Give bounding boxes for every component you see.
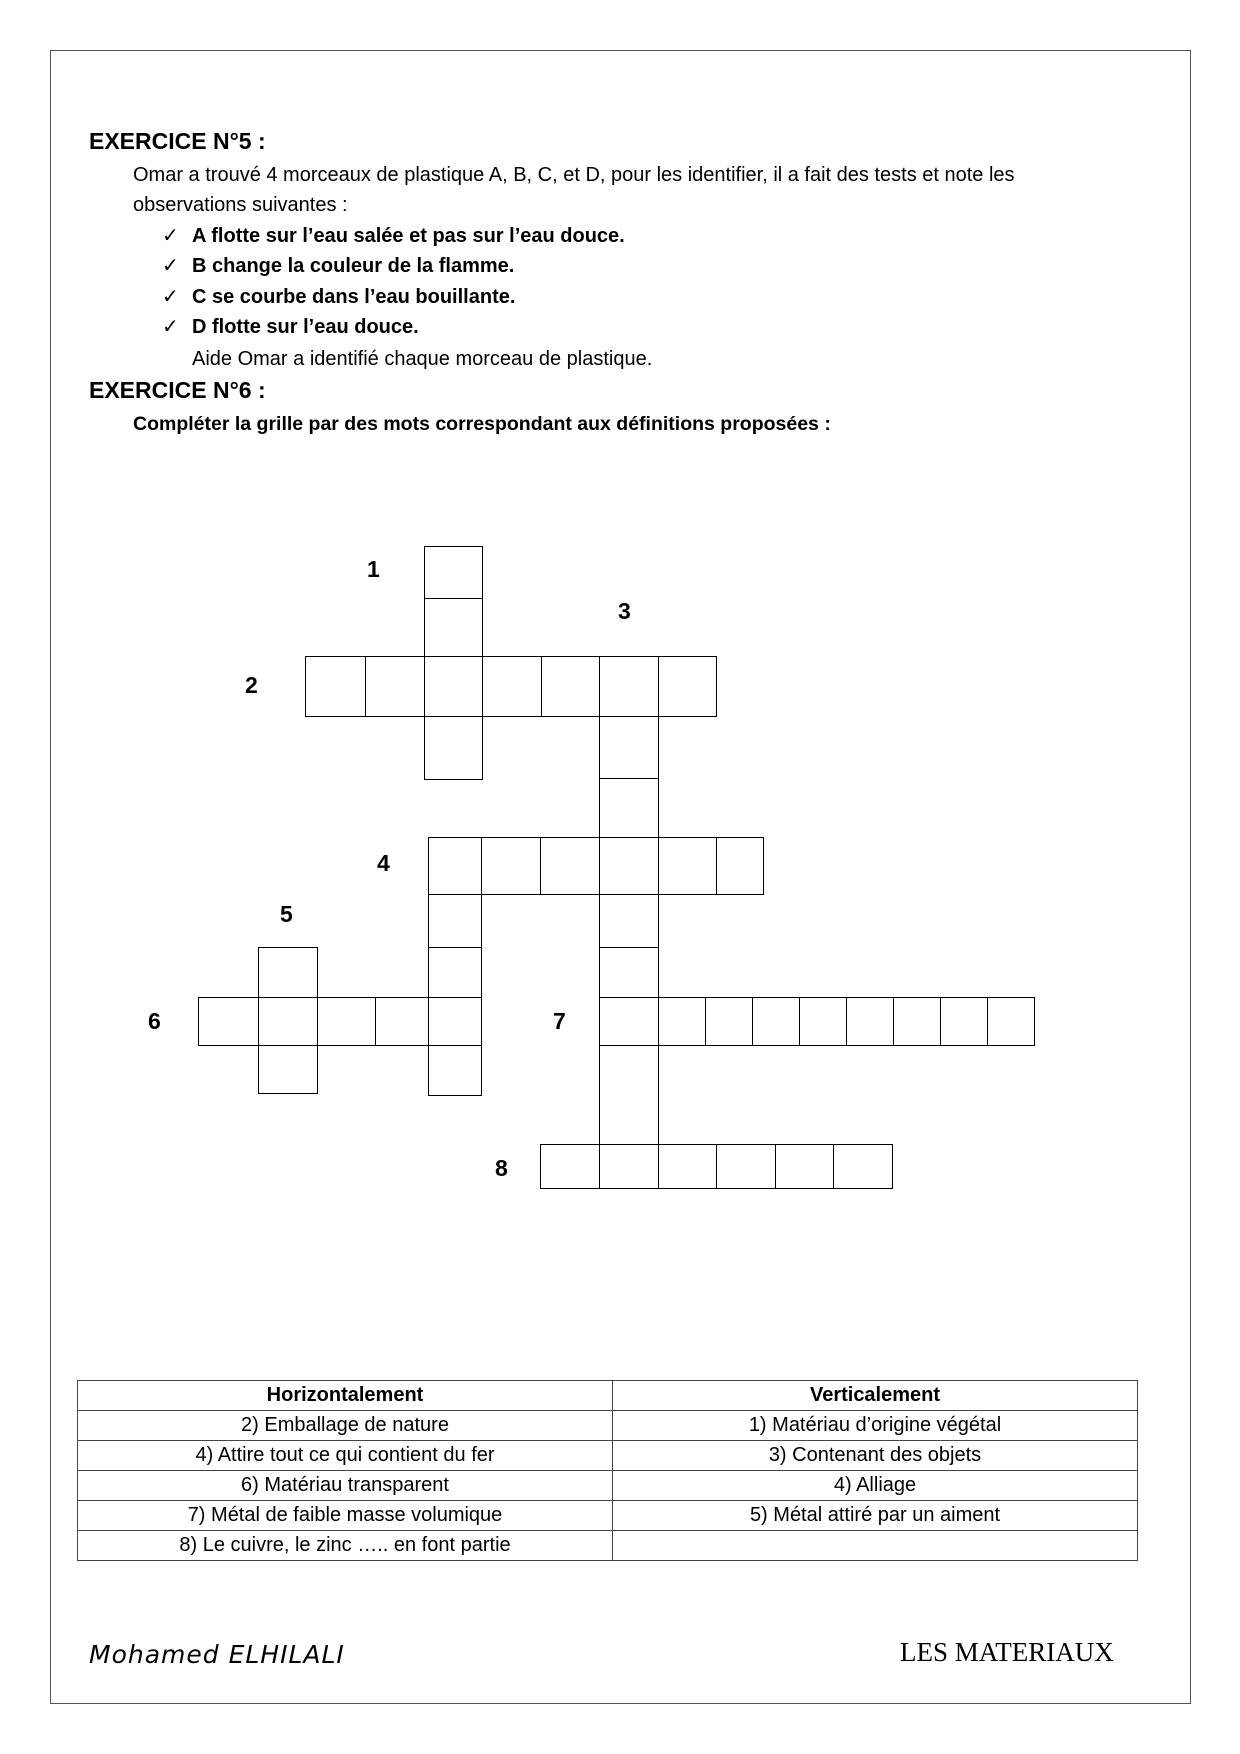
table-row (78, 1501, 1138, 1531)
table-row (78, 1531, 1138, 1561)
crossword-cell[interactable] (599, 1144, 659, 1189)
crossword-cell[interactable] (716, 837, 764, 895)
crossword-cell[interactable] (365, 656, 425, 717)
crossword-cell[interactable] (540, 837, 600, 895)
exercise5-title: EXERCICE N°5 : (89, 128, 266, 154)
crossword-cell[interactable] (375, 997, 429, 1046)
crossword-cell[interactable] (658, 837, 717, 895)
crossword-cell[interactable] (599, 837, 659, 895)
table-row (78, 1471, 1138, 1501)
clue-number-7: 7 (553, 1008, 566, 1034)
crossword-cell[interactable] (540, 1144, 600, 1189)
crossword-cell[interactable] (599, 997, 659, 1046)
observation-item: ✓ A flotte sur l’eau salée et pas sur l’eau douce. (162, 221, 625, 251)
clue-number-4: 4 (377, 850, 390, 876)
crossword-cell[interactable] (481, 837, 541, 895)
crossword-cell[interactable] (658, 656, 717, 717)
horizontal-clue: 2) Emballage de nature (78, 1411, 613, 1441)
horizontal-clue: 7) Métal de faible masse volumique (78, 1501, 613, 1531)
crossword-cell[interactable] (258, 1045, 318, 1094)
crossword-cell[interactable] (833, 1144, 893, 1189)
exercise6-title: EXERCICE N°6 : (89, 377, 266, 403)
crossword-cell[interactable] (658, 1144, 717, 1189)
crossword-cell[interactable] (198, 997, 259, 1046)
vertical-clue (613, 1531, 1138, 1561)
crossword-cell[interactable] (541, 656, 600, 717)
crossword-cell[interactable] (424, 656, 483, 717)
horizontal-clue: 8) Le cuivre, le zinc ….. en font partie (78, 1531, 613, 1561)
crossword-cell[interactable] (428, 997, 482, 1046)
crossword-cell[interactable] (599, 1045, 659, 1145)
crossword-cell[interactable] (599, 778, 659, 838)
author-name: Mohamed ELHILALI (89, 1640, 345, 1669)
exercise6-instruction: Compléter la grille par des mots correspondant aux définitions proposées : (133, 413, 831, 435)
crossword-cell[interactable] (424, 598, 483, 657)
crossword-cell[interactable] (258, 947, 318, 998)
check-icon: ✓ (162, 255, 179, 277)
column-header-horizontal: Horizontalement (78, 1381, 613, 1411)
crossword-cell[interactable] (940, 997, 988, 1046)
crossword-cell[interactable] (799, 997, 847, 1046)
crossword-cell[interactable] (658, 997, 706, 1046)
clue-number-6: 6 (148, 1008, 161, 1034)
crossword-cell[interactable] (775, 1144, 834, 1189)
crossword-cell[interactable] (716, 1144, 776, 1189)
horizontal-clue: 4) Attire tout ce qui contient du fer (78, 1441, 613, 1471)
vertical-clue: 4) Alliage (613, 1471, 1138, 1501)
vertical-clue: 5) Métal attiré par un aiment (613, 1501, 1138, 1531)
clue-number-3: 3 (618, 598, 631, 624)
crossword-cell[interactable] (428, 837, 482, 895)
observation-item: ✓ B change la couleur de la flamme. (162, 251, 514, 281)
clue-number-1: 1 (367, 556, 380, 582)
crossword-cell[interactable] (428, 894, 482, 948)
crossword-cell[interactable] (599, 656, 659, 717)
crossword-cell[interactable] (424, 716, 483, 780)
crossword-cell[interactable] (599, 894, 659, 948)
clue-number-2: 2 (245, 672, 258, 698)
check-icon: ✓ (162, 286, 179, 308)
crossword-cell[interactable] (305, 656, 366, 717)
vertical-clue: 1) Matériau d’origine végétal (613, 1411, 1138, 1441)
document-title: LES MATERIAUX (900, 1637, 1114, 1667)
table-row (78, 1411, 1138, 1441)
table-row (78, 1441, 1138, 1471)
observation-item: ✓ C se courbe dans l’eau bouillante. (162, 282, 515, 312)
observation-item: ✓ D flotte sur l’eau douce. (162, 312, 419, 342)
crossword-cell[interactable] (258, 997, 318, 1046)
definitions-table (77, 1380, 1138, 1561)
check-icon: ✓ (162, 225, 179, 247)
crossword-cell[interactable] (428, 1045, 482, 1096)
crossword-cell[interactable] (599, 947, 659, 998)
table-header-row (78, 1381, 1138, 1411)
clue-number-5: 5 (280, 901, 293, 927)
exercise5-task: Aide Omar a identifié chaque morceau de plastique. (192, 348, 653, 370)
crossword-cell[interactable] (428, 947, 482, 998)
check-icon: ✓ (162, 316, 179, 338)
crossword-cell[interactable] (893, 997, 941, 1046)
crossword-cell[interactable] (424, 546, 483, 600)
exercise5-intro: Omar a trouvé 4 morceaux de plastique A, B, C, et D, pour les identifier, il a fait des tests et note les observations suivantes : (133, 164, 1015, 216)
crossword-cell[interactable] (705, 997, 753, 1046)
crossword-cell[interactable] (752, 997, 800, 1046)
crossword-cell[interactable] (599, 716, 659, 779)
horizontal-clue: 6) Matériau transparent (78, 1471, 613, 1501)
column-header-vertical: Verticalement (613, 1381, 1138, 1411)
crossword-cell[interactable] (482, 656, 542, 717)
crossword-cell[interactable] (846, 997, 894, 1046)
clue-number-8: 8 (495, 1155, 508, 1181)
crossword-cell[interactable] (987, 997, 1035, 1046)
crossword-cell[interactable] (317, 997, 376, 1046)
vertical-clue: 3) Contenant des objets (613, 1441, 1138, 1471)
